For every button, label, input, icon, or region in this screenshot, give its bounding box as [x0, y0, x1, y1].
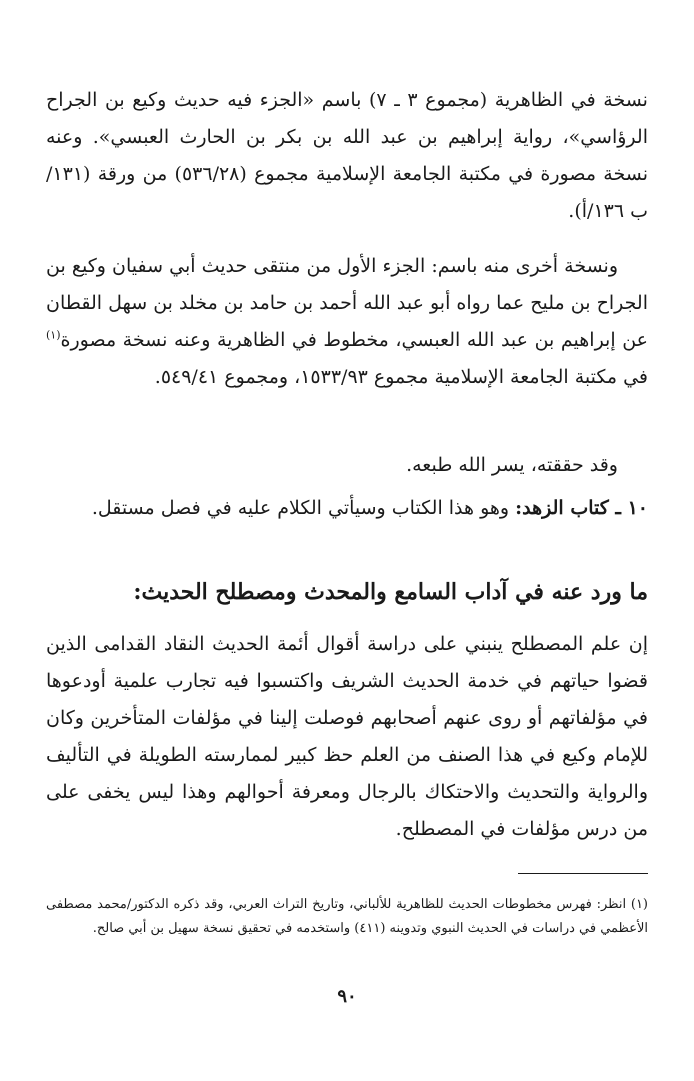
paragraph-book-of-zuhd	[46, 490, 648, 565]
footnote-reference: (١)	[46, 328, 61, 342]
paragraph-terminology	[46, 626, 648, 866]
paragraph-verification-note	[46, 447, 648, 483]
paragraph-text: إن علم المصطلح ينبني على دراسة أقوال أئمة الحديث النقاد القدامى الذين قضوا حياتهم في خدمة الحديث الشريف واكتسبوا فيه تجارب علمية أودعوها في مؤلفاتهم أو روى عنهم أصحابهم فوصلت إلينا في مؤلفات المتأخرين وكان للإمام وكيع في هذا الصنف من العلم حظ كبير لممارسته الطويلة في التأليف والرواية والتحديث والاحتكاك بالرجال ومعرفة أحوالهم وهذا ليس يخفى على من درس مؤلفات في المصطلح.	[46, 633, 648, 840]
paragraph-text: ونسخة أخرى منه باسم: الجزء الأول من منتقى حديث أبي سفيان وكيع بن الجراح بن مليح عما رواه أبو عبد الله أحمد بن حامد بن مخلد بن سهل القطان عن إبراهيم بن عبد الله العبسي، مخطوط في الظاهرية وعنه نسخة مصورة	[46, 255, 648, 351]
section-heading: ما ورد عنه في آداب السامع والمحدث ومصطلح الحديث:	[133, 579, 648, 605]
footnote: (١) انظر: فهرس مخطوطات الحديث للظاهرية للألباني، وتاريخ التراث العربي، وقد ذكره الدكتور/محمد مصطفى الأعظمي في دراسات في الحديث النبوي وتدوينه (٤١١) واستخدمه في تحقيق نسخة سهيل بن أبي صالح.	[46, 897, 648, 936]
page-number: ٩٠	[337, 986, 357, 1007]
paragraph-text: في مكتبة الجامعة الإسلامية مجموع ١٥٣٣/٩٣، ومجموع ٥٤٩/٤١.	[154, 366, 648, 388]
list-item-label: ١٠ ـ كتاب الزهد:	[515, 497, 648, 519]
paragraph-zahiriyya-copy	[46, 82, 648, 232]
paragraph-second-copy	[46, 248, 648, 443]
paragraph-text: وهو هذا الكتاب وسيأتي الكلام عليه في فصل مستقل.	[91, 497, 516, 519]
footnote-divider	[518, 873, 648, 874]
paragraph-text: وقد حققته، يسر الله طبعه.	[406, 454, 618, 476]
paragraph-text: نسخة في الظاهرية (مجموع ٣ ـ ٧) باسم «الجزء فيه حديث وكيع بن الجراح الرؤاسي»، رواية إبراهيم بن عبد الله بن بكر بن الحارث العبسي». وعنه نسخة مصورة في مكتبة الجامعة الإسلامية مجموع (٥٣٦/٢٨) من ورقة (١٣١/ ب ١٣٦/أ).	[46, 89, 648, 222]
